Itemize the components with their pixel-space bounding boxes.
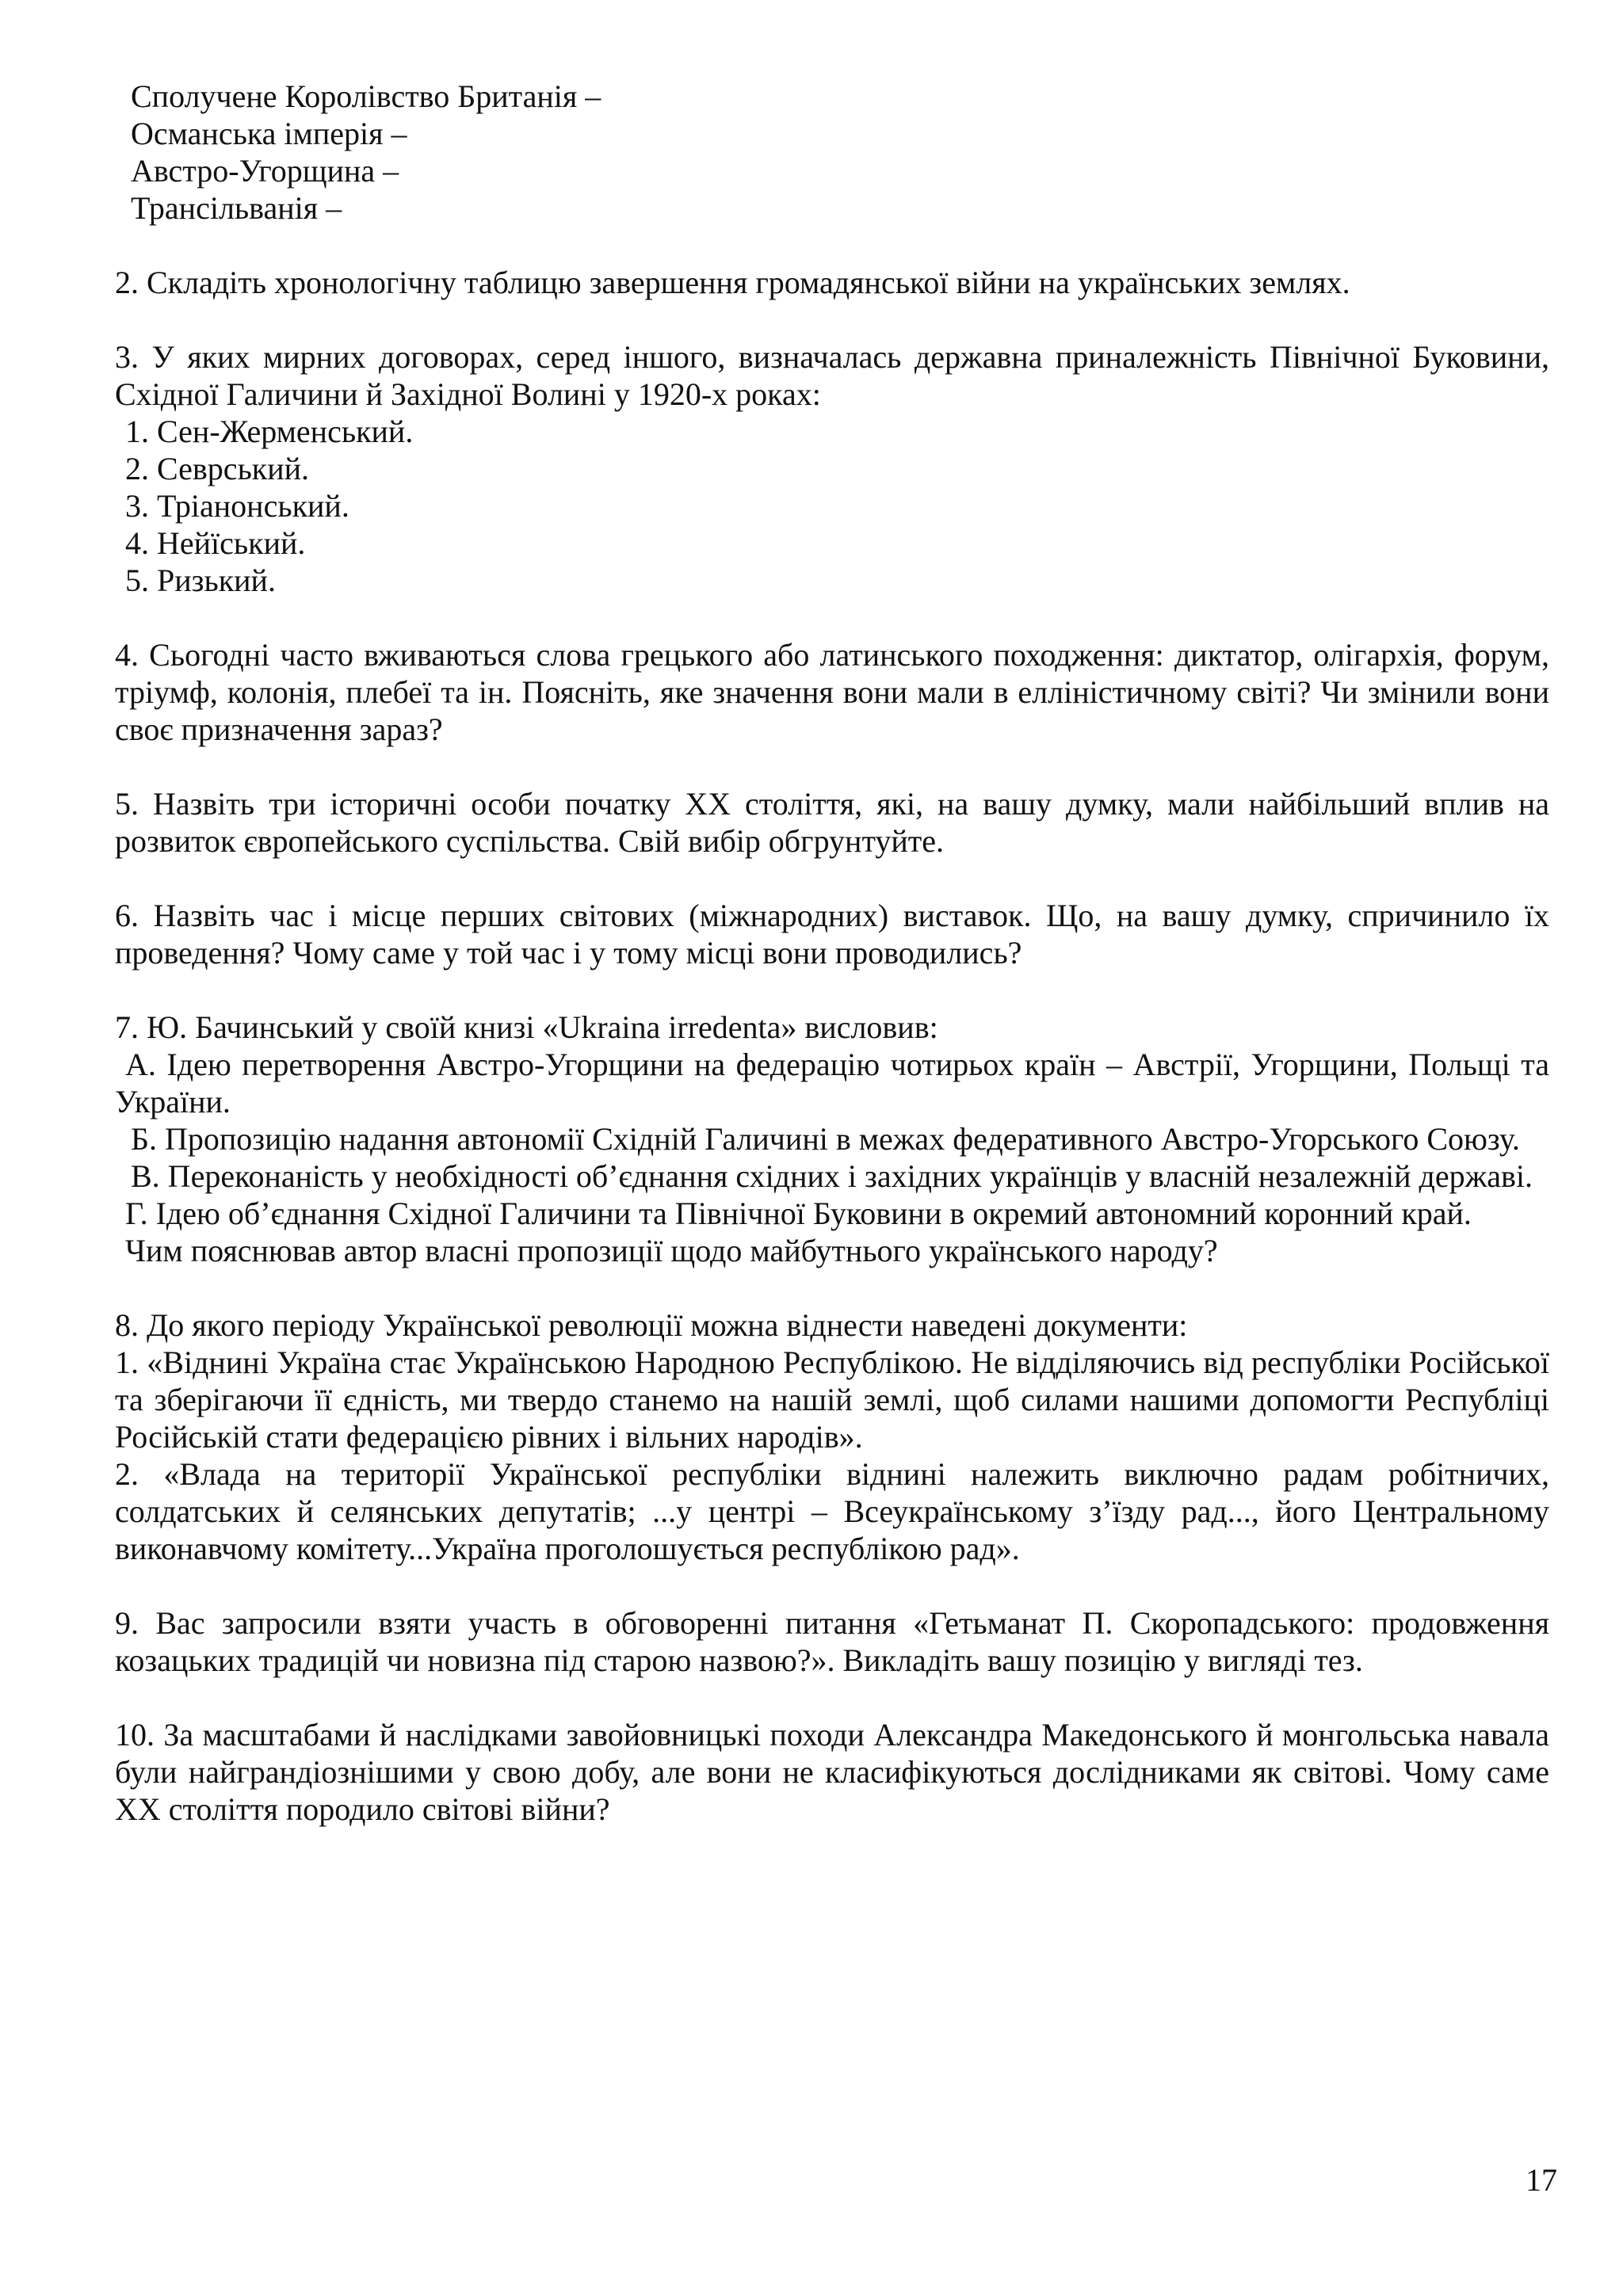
option-item: В. Переконаність у необхідності об’єднання східних і західних українців у власній незалежній державі. <box>131 1158 1533 1194</box>
option-item: Г. Ідею об’єднання Східної Галичини та Північної Буковини в окремий автономний коронний край. <box>125 1196 1472 1231</box>
option-item: 2. Севрський. <box>125 451 310 486</box>
option-item: 3. Тріанонський. <box>125 488 349 524</box>
question-5: 5. Назвіть три історичні особи початку XX століття, які, на вашу думку, мали найбільший вплив на розвиток європейського суспільства. Свій вибір обгрунтуйте. <box>115 786 1549 859</box>
question-7-followup: Чим пояснював автор власні пропозиції щодо майбутнього українського народу? <box>125 1233 1218 1268</box>
list-item: Трансільванія – <box>131 190 342 226</box>
option-item: 4. Нейїський. <box>125 525 306 561</box>
question-8-text: 8. До якого періоду Української революції можна віднести наведені документи: <box>115 1307 1188 1343</box>
option-item: А. Ідею перетворення Австро-Угорщини на федерацію чотирьох країн – Австрії, Угорщини, Польщі та України. <box>115 1047 1549 1119</box>
question-6: 6. Назвіть час і місце перших світових (міжнародних) виставок. Що, на вашу думку, спричинило їх проведення? Чому саме у той час і у тому місці вони проводились? <box>115 898 1549 971</box>
question-7-text: 7. Ю. Бачинський у своїй книзі «Ukraina irredenta» висловив: <box>115 1009 938 1045</box>
question-10: 10. За масштабами й наслідками завойовницькі походи Александра Македонського й монгольська навала були найграндіознішими у свою добу, але вони не класифікуються дослідниками як світові. Чому саме XX століття породило світові війни? <box>115 1717 1549 1827</box>
option-item: 5. Ризький. <box>125 563 276 598</box>
option-item: Б. Пропозицію надання автономії Східній Галичині в межах федеративного Австро-Угорського Союзу. <box>131 1121 1520 1157</box>
question-2: 2. Складіть хронологічну таблицю завершення громадянської війни на українських землях. <box>115 265 1350 300</box>
list-item: Сполучене Королівство Британія – <box>131 78 601 114</box>
document-quote: 2. «Влада на території Української республіки віднині належить виключно радам робітничих, солдатських й селянських депутатів; ...у центрі – Всеукраїнському з’їзду рад..., його Центральному виконавчому комітету...Україна проголошується республікою рад». <box>115 1456 1549 1566</box>
question-7 <box>115 1009 1549 1269</box>
question-3 <box>115 338 1549 599</box>
question-3-text: 3. У яких мирних договорах, серед іншого, визначалась державна приналежність Північної Буковини, Східної Галичини й Західної Волині у 1920-х роках: <box>115 339 1549 412</box>
list-item: Австро-Угорщина – <box>131 153 399 189</box>
question-9: 9. Вас запросили взяти участь в обговоренні питання «Гетьманат П. Скоропадського: продовження козацьких традицій чи новизна під старою назвою?». Викладіть вашу позицію у вигляді тез. <box>115 1605 1549 1678</box>
option-item: 1. Сен-Жерменський. <box>125 414 414 449</box>
intro-list <box>115 78 1549 227</box>
document-body <box>115 78 1549 1828</box>
question-8 <box>115 1306 1549 1567</box>
document-quote: 1. «Віднині Україна стає Українською Народною Республікою. Не відділяючись від республіки Російської та зберігаючи її єдність, ми твердо станемо на нашій землі, щоб силами нашими допомогти Республіці Російській стати федерацією рівних і вільних народів». <box>115 1344 1549 1455</box>
page-number: 17 <box>1526 2162 1557 2198</box>
list-item: Османська імперія – <box>131 116 407 151</box>
question-4: 4. Сьогодні часто вживаються слова грецького або латинського походження: диктатор, олігархія, форум, тріумф, колонія, плебеї та ін. Поясніть, яке значення вони мали в елліністичному світі? Чи змінили вони своє призначення зараз? <box>115 637 1549 747</box>
